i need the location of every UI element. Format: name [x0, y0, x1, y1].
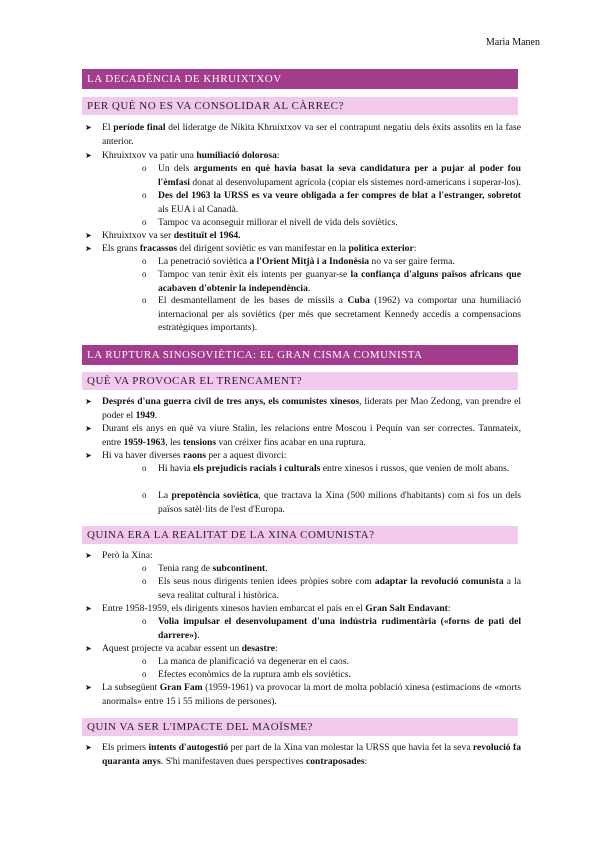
text: (1962) va comportar una humiliació internacional per als soviètics (per més que secretament Kennedy accedís a compensacions estratègiques importants). [158, 295, 521, 333]
text-bold: període final [113, 122, 166, 133]
text: Els primers [102, 742, 149, 753]
arrow-bullet-icon: ➤ [85, 604, 92, 613]
list-item [85, 121, 521, 148]
text: per part de la Xina van molestar la URSS que havia fet la seva [228, 742, 473, 753]
sub-list-item [142, 162, 521, 189]
text: . [197, 629, 200, 641]
text-bold: adaptar la revolució comunista [374, 576, 504, 587]
text: . [154, 409, 158, 421]
list-item [85, 395, 521, 422]
text-bold: els prejudicis racials i culturals [193, 463, 321, 474]
text: del dirigent soviètic es van manifestar en la [177, 243, 349, 254]
author-name: Maria Manen [485, 37, 540, 48]
text: . [307, 282, 311, 294]
list-item [85, 642, 521, 656]
sub-list-item [142, 489, 521, 516]
text-bold: intents d'autogestió [148, 742, 229, 753]
text: La [158, 490, 172, 501]
sub-list-item [142, 615, 521, 642]
circle-bullet-icon: o [142, 256, 147, 266]
text: : [413, 243, 417, 254]
text: Khruixtxov va ser [102, 230, 174, 241]
text-bold: raons [183, 450, 206, 461]
text-bold: humiliació dolorosa [196, 150, 277, 161]
sub-list-item [142, 462, 521, 476]
subsection-title-maoisme: QUIN VA SER L'IMPACTE DEL MAOÏSME? [82, 718, 518, 736]
list-item [85, 449, 521, 463]
text: La subsegüent [102, 682, 160, 693]
text: : [276, 150, 280, 161]
text: La manca de planificació va degenerar en el caos. [158, 656, 349, 667]
arrow-bullet-icon: ➤ [85, 683, 92, 692]
list-item [85, 242, 521, 256]
arrow-bullet-icon: ➤ [85, 123, 92, 132]
text-bold: fracassos [139, 243, 178, 254]
text: a la seva realitat cultural i històrica. [158, 576, 521, 601]
text: entre xinesos i russos, que venien de molt abans. [320, 463, 510, 474]
circle-bullet-icon: o [142, 656, 147, 666]
circle-bullet-icon: o [142, 163, 147, 173]
text-bold: revolució fa quaranta anys [102, 742, 522, 767]
text: Durant els anys en què va viure Stalin, les relacions entre Moscou i Pequín van ser correctes. Tanmateix, entre [102, 423, 521, 448]
circle-bullet-icon: o [142, 616, 147, 626]
text: Hi va haver diverses [102, 450, 183, 461]
text-bold: política exterior [348, 243, 414, 254]
text: als EUA i al Canadà. [158, 203, 239, 215]
circle-bullet-icon: o [142, 190, 147, 200]
text: , les [165, 436, 184, 448]
sub-list-item [142, 189, 521, 216]
circle-bullet-icon: o [142, 490, 147, 500]
text-bold: Després d'una guerra civil de tres anys, els comunistes xinesos [102, 396, 360, 407]
text: Els grans [102, 243, 140, 254]
text-bold: arguments en què havia basat la seva candidatura per a pujar al poder fou l'èmfasi [158, 163, 521, 188]
text: El [102, 122, 114, 133]
list-item [85, 741, 522, 768]
text: , liderats per Mao Zedong, van prendre el poder el [102, 396, 521, 421]
text-bold: contraposades [306, 755, 365, 767]
circle-bullet-icon: o [142, 269, 147, 279]
text-bold: Volia impulsar el desenvolupament d'una indústria rudimentària («forns de pati del darrere») [158, 616, 521, 641]
text: no va ser gaire ferma. [369, 256, 455, 267]
sub-list-item [142, 216, 521, 230]
arrow-bullet-icon: ➤ [85, 151, 92, 160]
subsection-title-consolidar: PER QUÈ NO ES VA CONSOLIDAR AL CÀRREC? [82, 97, 518, 115]
sub-list-item [142, 294, 521, 335]
text-bold: subcontinent [212, 563, 266, 574]
text: del lideratge de Nikita Khruixtxov va ser el contrapunt negatiu dels èxits assolits en la fase anterior. [102, 122, 521, 147]
list-item [85, 549, 521, 563]
text: Tampoc van tenir èxit els intents per guanyar-se [158, 269, 351, 280]
list-item [85, 229, 521, 243]
arrow-bullet-icon: ➤ [85, 551, 92, 560]
text: van créixer fins acabar en una ruptura. [216, 436, 366, 448]
text: Tenia rang de [158, 563, 213, 574]
text-bold: Des del 1963 la URSS es va veure obligada a fer compres de blat a l'estranger, sobretot [158, 190, 521, 201]
text: donat al desenvolupament agrícola (copiar els sistemes nord-americans i superar-los). [189, 176, 521, 188]
text-bold: destituït el 1964. [173, 230, 241, 241]
text-bold: Gran Fam [159, 682, 203, 693]
text-bold: tensions [183, 436, 217, 448]
text-bold: prepotència soviètica [171, 490, 259, 501]
text-bold: a l'Orient Mitjà i a Indonèsia [249, 256, 370, 267]
arrow-bullet-icon: ➤ [85, 397, 92, 406]
text: La penetració soviètica [158, 256, 250, 267]
sub-list-item [142, 575, 521, 602]
text: Tampoc va aconseguir millorar el nivell de vida dels soviètics. [158, 217, 398, 228]
text-bold: la confiança d'alguns països africans que acabaven d'obtenir la independència [158, 269, 521, 294]
text-bold: Gran Salt Endavant [365, 603, 448, 614]
arrow-bullet-icon: ➤ [85, 424, 92, 433]
arrow-bullet-icon: ➤ [85, 644, 92, 653]
text-bold: 1959-1963 [123, 436, 166, 448]
sub-list-item [142, 655, 521, 669]
text: (1959-1961) va provocar la mort de molta població xinesa (estimacions de «morts anormals» entre 15 i 55 milions de persones). [102, 682, 521, 707]
sub-list-item [142, 255, 521, 269]
subsection-title-trencament: QUÈ VA PROVOCAR EL TRENCAMENT? [82, 372, 518, 390]
text: , que tractava la Xina (500 milions d'habitants) com si fos un dels països satèl·lits de l'est d'Europa. [158, 490, 521, 515]
text: : [364, 755, 368, 767]
text-bold: 1949 [135, 409, 155, 421]
text: : [275, 643, 278, 654]
circle-bullet-icon: o [142, 463, 147, 473]
text: per a aquest divorci: [205, 450, 287, 461]
arrow-bullet-icon: ➤ [85, 244, 92, 253]
text: . [265, 563, 268, 574]
list-item [85, 422, 521, 449]
list-item [85, 602, 521, 616]
circle-bullet-icon: o [142, 576, 147, 586]
text: Un dels [158, 163, 194, 174]
text: El desmantellament de les bases de míssils a [158, 295, 348, 306]
circle-bullet-icon: o [142, 217, 147, 227]
text: Els seus nous dirigents tenien idees pròpies sobre com [158, 576, 375, 587]
text: Aquest projecte va acabar essent un [102, 643, 242, 654]
text: Entre 1958-1959, els dirigents xinesos havien embarcat el país en el [102, 603, 366, 614]
sub-list-item [142, 668, 521, 682]
text-bold: desastre [241, 643, 275, 654]
arrow-bullet-icon: ➤ [85, 231, 92, 240]
text: : [447, 603, 451, 614]
sub-list-item [142, 562, 521, 576]
text: Hi havia [158, 463, 194, 474]
section-title-khruixtxov: LA DECADÈNCIA DE KHRUIXTXOV [82, 69, 518, 89]
circle-bullet-icon: o [142, 669, 147, 679]
text: Efectes econòmics de la ruptura amb els soviètics. [158, 669, 351, 680]
arrow-bullet-icon: ➤ [85, 451, 92, 460]
section-title-ruptura: LA RUPTURA SINOSOVIÈTICA: EL GRAN CISMA COMUNISTA [82, 345, 518, 365]
circle-bullet-icon: o [142, 563, 147, 573]
text: Khruixtxov va patir una [102, 150, 197, 161]
sub-list-item [142, 268, 521, 295]
text: Però la Xina: [102, 550, 153, 561]
list-item [85, 681, 521, 708]
text: . S'hi manifestaven dues perspectives [160, 755, 306, 767]
list-item [85, 149, 521, 163]
circle-bullet-icon: o [142, 295, 147, 305]
arrow-bullet-icon: ➤ [85, 743, 92, 752]
text-bold: Cuba [347, 295, 370, 306]
subsection-title-realitat: QUINA ERA LA REALITAT DE LA XINA COMUNISTA? [82, 526, 518, 544]
